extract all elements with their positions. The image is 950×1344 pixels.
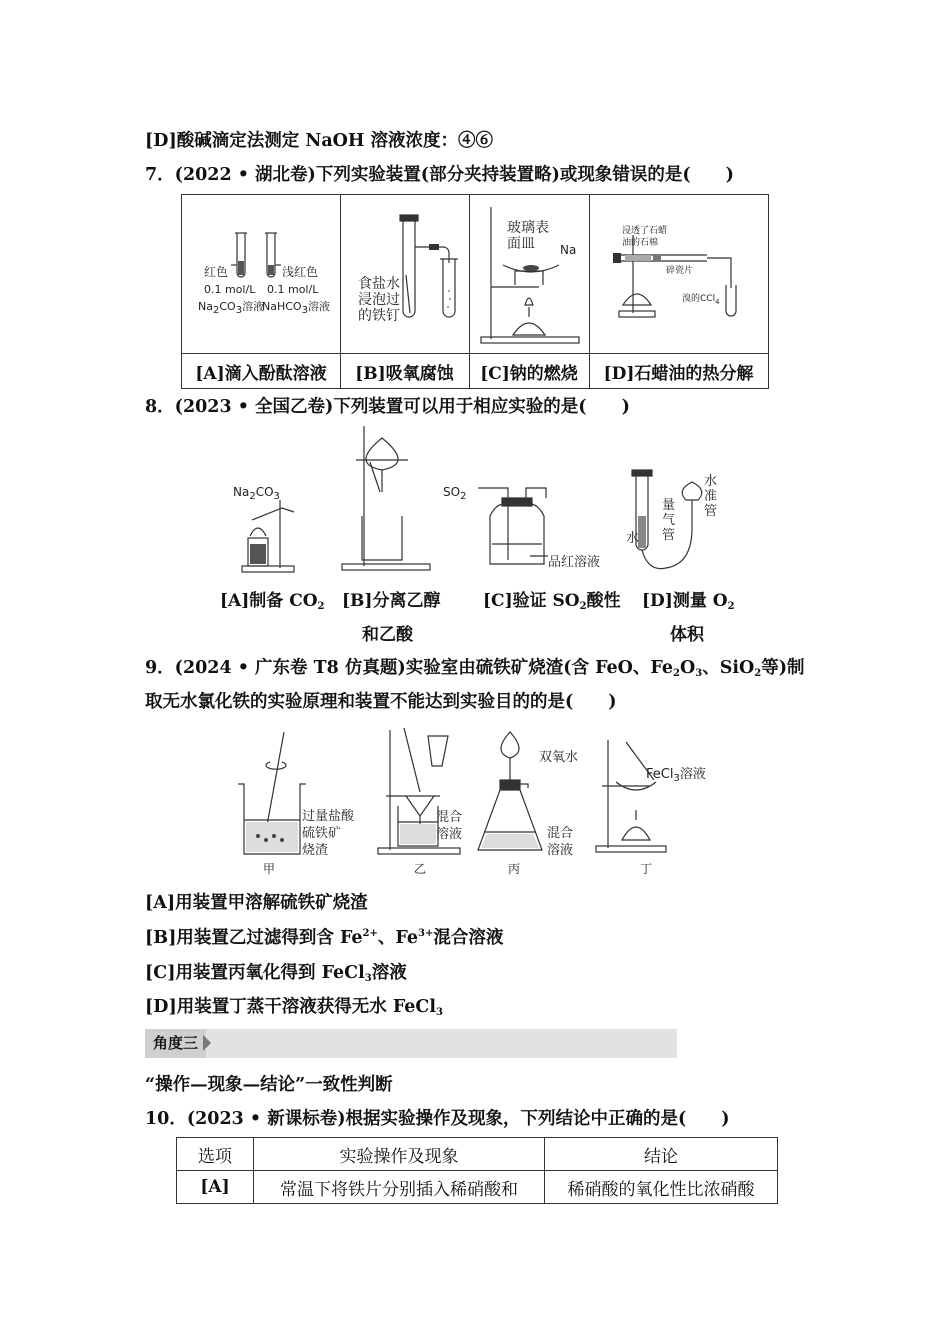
q9-jia-label2: 硫铁矿 [302, 826, 342, 841]
q8-d-level-label: 水 准 管 [704, 474, 718, 519]
q9-ding-label: FeCl$_3$溶液 [646, 767, 706, 784]
q7-b-label3: 的铁钉 [358, 308, 400, 324]
q10-table-header-row [177, 1138, 778, 1171]
q9-bing-label0: 双氧水 [539, 750, 579, 765]
q8-caption-d1: [D]测量 $O_2$ [642, 591, 735, 612]
q9-stem-line1: 9．(2024 • 广东卷 T8 仿真题)实验室由硫铁矿烧渣(含 FeO、$Fe_2O_3$、SiO$_2$等)制 [145, 658, 805, 679]
q9-jia-label1: 过量盐酸 [302, 809, 355, 824]
q9-option-c: [C]用装置丙氧化得到 FeCl$_3$溶液 [145, 963, 407, 984]
q9-option-b: [B]用装置乙过滤得到含 $Fe^{2+}$、$Fe^{3+}$混合溶液 [145, 928, 504, 948]
q7-d-label3: 碎瓷片 [666, 266, 694, 276]
q8-d-tube-label: 量 气 管 [662, 498, 676, 543]
q7-a-red: 红色 [204, 265, 229, 279]
q9-stem-line2: 取无水氯化铁的实验原理和装置不能达到实验目的的是( ) [145, 692, 617, 712]
angle-section-bar [145, 1029, 677, 1058]
q9-yi-label1: 混合 [436, 810, 463, 825]
q8-d-water: 水 [626, 531, 640, 546]
q7-c-label1: 玻璃表 [507, 220, 549, 236]
q10-row-a-option: [A] [177, 1171, 254, 1204]
angle-arrow-icon [203, 1035, 211, 1051]
q9-name-jia: 甲 [263, 862, 276, 876]
q7-figure-table [181, 194, 769, 389]
q8-caption-b2: 和乙酸 [362, 625, 413, 645]
q9-jia-label3: 烧渣 [302, 843, 329, 858]
q8-a-label: $Na_2CO_3$ [233, 485, 280, 502]
q7-stem: 7．(2022 • 湖北卷)下列实验装置(部分夹持装置略)或现象错误的是( ) [145, 165, 734, 185]
q7-caption-c: [C]钠的燃烧 [480, 364, 578, 384]
q7-d-label1: 浸透了石蜡 [622, 226, 668, 236]
q8-c-label: 品红溶液 [548, 555, 601, 570]
q8-caption-d2: 体积 [670, 625, 704, 645]
q7-b-label2: 浸泡过 [358, 292, 400, 308]
q7-a-conc2: 0.1 mol/L [267, 283, 319, 296]
q7-caption-b: [B]吸氧腐蚀 [355, 364, 454, 384]
q9-bing-label2: 溶液 [547, 843, 574, 858]
q10-header-operation: 实验操作及现象 [254, 1138, 545, 1171]
q7-caption-d: [D]石蜡油的热分解 [603, 364, 754, 384]
q9-name-bing: 丙 [508, 862, 521, 876]
q6-option-d: [D]酸碱滴定法测定 NaOH 溶液浓度：④⑥ [145, 131, 494, 151]
q8-stem: 8．(2023 • 全国乙卷)下列装置可以用于相应实验的是( ) [145, 397, 630, 417]
q7-a-sol2: NaHCO3溶液 [262, 300, 330, 316]
q7-a-lightred: 浅红色 [282, 265, 319, 279]
q9-name-ding: 丁 [640, 862, 653, 876]
q9-name-yi: 乙 [414, 862, 427, 876]
q9-option-d: [D]用装置丁蒸干溶液获得无水 FeCl$_3$ [145, 997, 443, 1018]
q9-bing-label1: 混合 [547, 826, 574, 841]
q7-a-conc1: 0.1 mol/L [204, 283, 256, 296]
q10-header-conclusion: 结论 [545, 1138, 778, 1171]
angle-title: “操作—现象—结论”一致性判断 [145, 1075, 393, 1095]
table-row [177, 1171, 778, 1204]
q9-yi-label2: 溶液 [436, 827, 463, 842]
q9-option-a: [A]用装置甲溶解硫铁矿烧渣 [145, 893, 368, 913]
q8-c-so2: $SO_2$ [443, 485, 467, 502]
q8-caption-c: [C]验证 $SO_2$酸性 [483, 591, 621, 612]
q7-c-na: Na [560, 243, 577, 257]
q10-table [176, 1137, 778, 1204]
q7-b-label1: 食盐水 [358, 276, 400, 292]
q7-d-label2: 油的石棉 [622, 238, 659, 248]
q10-header-option: 选项 [177, 1138, 254, 1171]
q8-caption-b1: [B]分离乙醇 [342, 591, 441, 611]
q7-a-sol1: Na2CO3溶液 [198, 300, 265, 316]
q7-d-label4: 溴的CCl$_4$ [682, 294, 720, 306]
angle-tag: 角度三 [145, 1029, 206, 1058]
q10-row-a-operation: 常温下将铁片分别插入稀硝酸和 [254, 1171, 545, 1204]
q10-row-a-conclusion: 稀硝酸的氧化性比浓硝酸 [545, 1171, 778, 1204]
q8-caption-a: [A]制备 $CO_2$ [220, 591, 325, 612]
q10-stem: 10．(2023 • 新课标卷)根据实验操作及现象，下列结论中正确的是( ) [145, 1109, 730, 1129]
q7-c-label2: 面皿 [507, 236, 535, 252]
q7-caption-a: [A]滴入酚酞溶液 [195, 364, 327, 384]
